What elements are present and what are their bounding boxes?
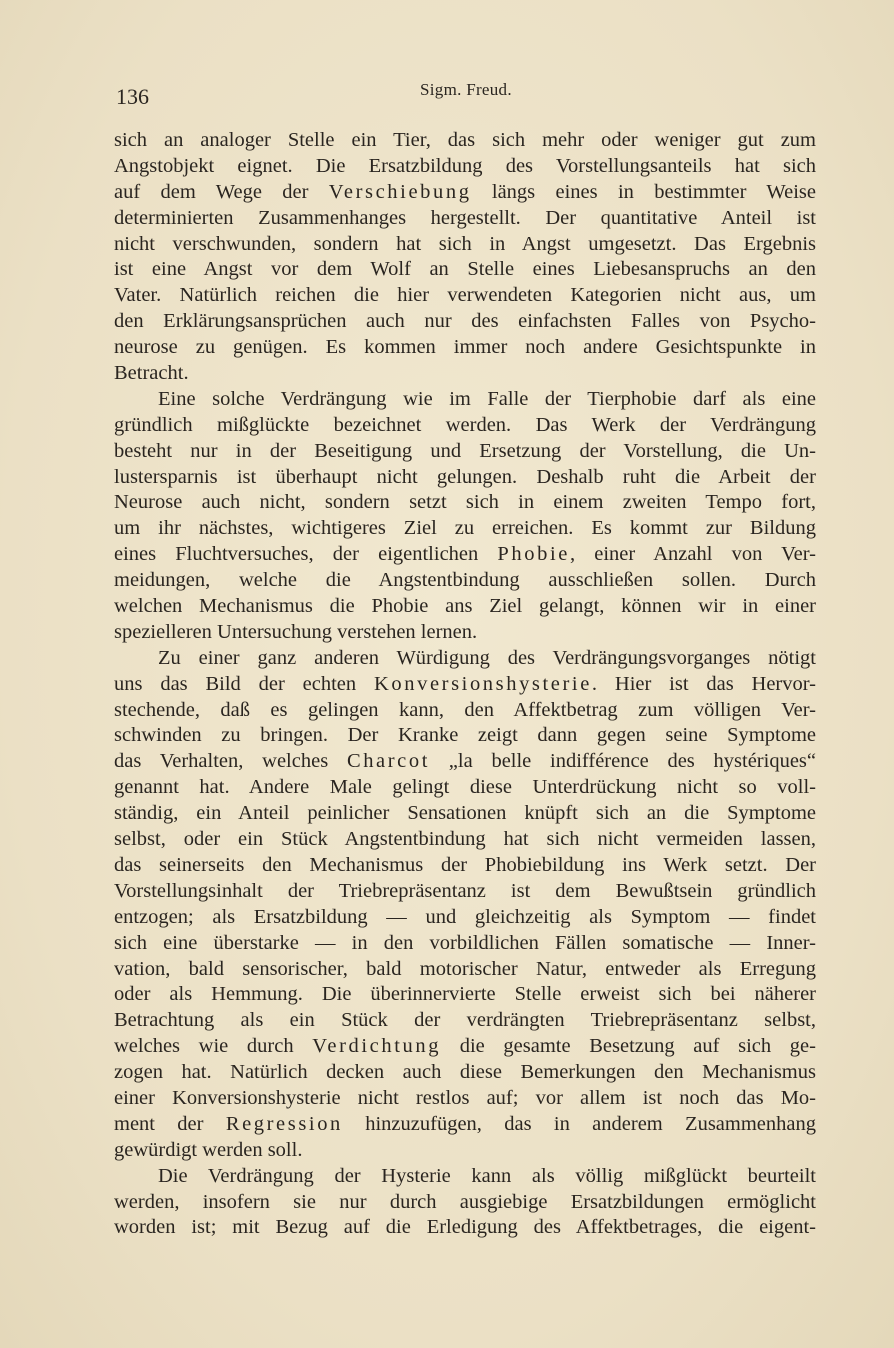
text-segment: sich eine überstarke — in den vorbildlichen Fällen somatische — Inner- [114,931,816,954]
text-segment: spezielleren Untersuchung verstehen lernen. [114,620,478,643]
text-segment: Betrachtung als ein Stück der verdrängten Triebrepräsentanz selbst, [114,1009,816,1032]
text-segment: hinzuzufügen, das in anderem Zusammenhang [342,1112,816,1135]
text-segment: eines Fluchtversuches, der eigentlichen [114,543,498,566]
text-segment: Neurose auch nicht, sondern setzt sich in einem zweiten Tempo fort, [114,491,816,514]
text-segment: Die Verdrängung der Hysterie kann als völlig mißglückt beurteilt [158,1164,816,1187]
text-line [114,957,816,983]
page-header [0,80,894,114]
text-line [114,413,816,439]
text-segment: die gesamte Besetzung auf sich ge- [441,1035,816,1058]
text-line [114,801,816,827]
text-segment: auf dem Wege der [114,180,329,203]
text-segment: gewürdigt werden soll. [114,1138,303,1161]
text-segment: lustersparnis ist überhaupt nicht gelungen. Deshalb ruht die Arbeit der [114,465,816,488]
text-line [114,568,816,594]
text-line [114,387,816,413]
text-segment: determinierten Zusammenhanges hergestellt. Der quantitative Anteil ist [114,206,816,229]
text-segment: ständig, ein Anteil peinlicher Sensationen knüpft sich an die Symptome [114,802,816,825]
text-segment: das Verhalten, welches [114,750,347,773]
text-line [114,646,816,672]
text-segment: Angstobjekt eignet. Die Ersatzbildung des Vorstellungsanteils hat sich [114,154,816,177]
text-segment: . Hier ist das Hervor- [591,672,816,695]
text-segment: „la belle indifférence des hystériques“ [430,750,816,773]
text-segment: stechende, daß es gelingen kann, den Affektbetrag zum völligen Ver- [114,698,816,721]
text-line [114,905,816,931]
text-line [114,516,816,542]
text-line [114,1190,816,1216]
text-line [114,309,816,335]
text-line [114,1060,816,1086]
text-line [114,1086,816,1112]
text-line [114,672,816,698]
text-segment: worden ist; mit Bezug auf die Erledigung des Affektbetrages, die eigent- [114,1216,816,1239]
text-segment: genannt hat. Andere Male gelingt diese Unterdrückung nicht so voll- [114,776,816,799]
text-line [114,180,816,206]
text-line [114,1138,816,1164]
text-line [114,439,816,465]
text-segment: Eine solche Verdrängung wie im Falle der Tierphobie darf als eine [158,387,816,410]
text-segment: werden, insofern sie nur durch ausgiebige Ersatzbildungen ermöglicht [114,1190,816,1213]
text-line [114,698,816,724]
text-segment: ist eine Angst vor dem Wolf an Stelle eines Liebesanspruchs an den [114,258,816,281]
text-line [114,1008,816,1034]
spaced-emphasis: Phobie [497,543,570,566]
text-line [114,206,816,232]
text-segment: besteht nur in der Beseitigung und Ersetzung der Vorstellung, die Un- [114,439,816,462]
text-segment: Vorstellungsinhalt der Triebrepräsentanz ist dem Bewußtsein gründlich [114,879,816,902]
text-line [114,1164,816,1190]
text-segment: das seinerseits den Mechanismus der Phobiebildung ins Werk setzt. Der [114,853,816,876]
body-text [114,128,816,1241]
text-segment: ment der [114,1112,226,1135]
text-line [114,465,816,491]
page-number: 136 [116,84,149,109]
text-segment: Vater. Natürlich reichen die hier verwendeten Kategorien nicht aus, um [114,284,816,307]
text-segment: schwinden zu bringen. Der Kranke zeigt dann gegen seine Symptome [114,724,816,747]
text-segment: zogen hat. Natürlich decken auch diese Bemerkungen den Mechanismus [114,1061,816,1084]
text-line [114,154,816,180]
spaced-emphasis: Verschiebung [328,180,472,203]
text-segment: Zu einer ganz anderen Würdigung des Verdrängungsvorganges nötigt [158,646,816,669]
text-line [114,232,816,258]
text-line [114,931,816,957]
text-line [114,361,816,387]
text-segment: Betracht. [114,362,189,385]
text-segment: den Erklärungsansprüchen auch nur des einfachsten Falles von Psycho- [114,310,816,333]
spaced-emphasis: Regression [225,1112,343,1135]
spaced-emphasis: Verdichtung [312,1035,442,1058]
text-segment: neurose zu genügen. Es kommen immer noch andere Gesichtspunkte in [114,336,816,359]
text-line [114,853,816,879]
text-segment: sich an analoger Stelle ein Tier, das sich mehr oder weniger gut zum [114,129,816,151]
text-segment: einer Konversionshysterie nicht restlos auf; vor allem ist noch das Mo- [114,1086,816,1109]
text-line [114,128,816,154]
text-segment: oder als Hemmung. Die überinnervierte Stelle erweist sich bei näherer [114,983,816,1006]
text-line [114,1034,816,1060]
text-line [114,749,816,775]
text-line [114,542,816,568]
text-line [114,1112,816,1138]
spaced-emphasis: Konversionshysterie [373,672,592,695]
text-segment: meidungen, welche die Angstentbindung ausschließen sollen. Durch [114,569,816,592]
running-head: Sigm. Freud. [420,80,512,99]
text-line [114,283,816,309]
text-segment: selbst, oder ein Stück Angstentbindung hat sich nicht vermeiden lassen, [114,828,816,851]
spaced-emphasis: Charcot [346,750,431,773]
text-line [114,335,816,361]
text-line [114,257,816,283]
text-segment: längs eines in bestimmter Weise [471,180,816,203]
text-segment: , einer Anzahl von Ver- [569,543,816,566]
text-segment: uns das Bild der echten [114,672,374,695]
text-segment: entzogen; als Ersatzbildung — und gleichzeitig als Symptom — findet [114,905,816,928]
text-line [114,490,816,516]
text-line [114,775,816,801]
text-segment: welchen Mechanismus die Phobie ans Ziel gelangt, können wir in einer [114,595,816,618]
text-line [114,723,816,749]
text-segment: vation, bald sensorischer, bald motorischer Natur, entweder als Erregung [114,957,816,980]
text-segment: welches wie durch [114,1035,313,1058]
text-line [114,594,816,620]
text-line [114,982,816,1008]
text-segment: nicht verschwunden, sondern hat sich in Angst umgesetzt. Das Ergebnis [114,232,816,255]
text-segment: um ihr nächstes, wichtigeres Ziel zu erreichen. Es kommt zur Bildung [114,517,816,540]
text-line [114,879,816,905]
text-line [114,620,816,646]
text-line [114,1215,816,1241]
text-segment: gründlich mißglückte bezeichnet werden. Das Werk der Verdrängung [114,413,816,436]
text-line [114,827,816,853]
